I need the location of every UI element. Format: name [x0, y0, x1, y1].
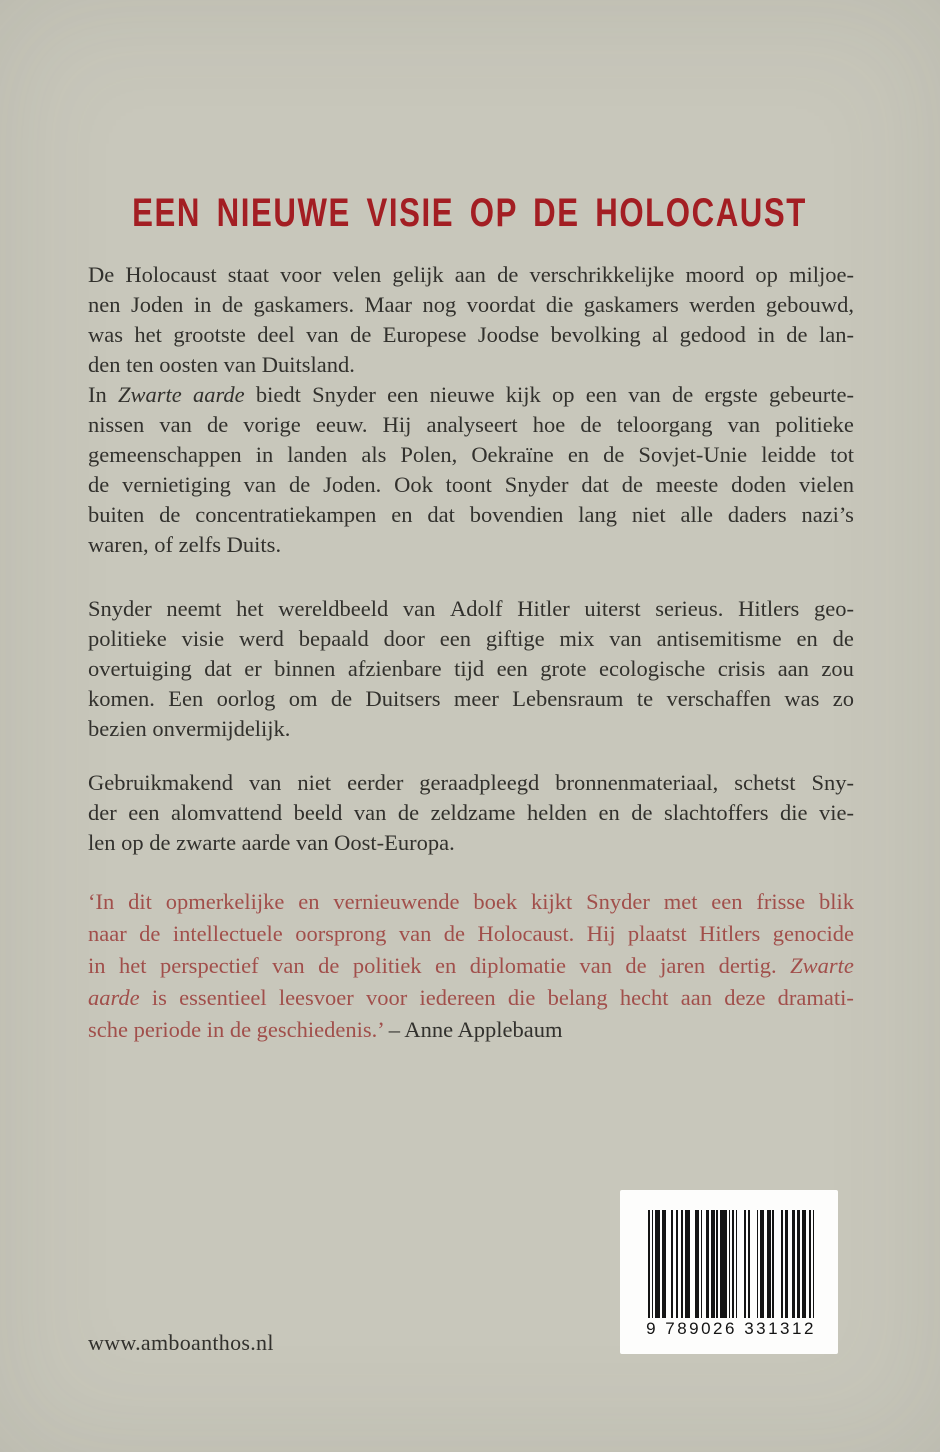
title-wrap — [0, 192, 940, 234]
text-line: sche periode in de geschiedenis.’ – Anne Applebaum — [88, 1017, 563, 1042]
text-line: overtuiging dat er binnen afzienbare tijd een grote ecologische crisis aan zou — [88, 656, 854, 681]
text-line: waren, of zelfs Duits. — [88, 532, 282, 557]
text-line: in het perspectief van de politiek en diplomatie van de jaren dertig. Zwarte — [88, 953, 854, 978]
page-title: EEN NIEUWE VISIE OP DE HOLOCAUST — [132, 191, 808, 235]
barcode-box — [620, 1190, 838, 1354]
text-line: De Holocaust staat voor velen gelijk aan de verschrikkelijke moord op miljoe- — [88, 262, 854, 287]
barcode-icon — [648, 1210, 814, 1326]
text-line: In Zwarte aarde biedt Snyder een nieuwe kijk op een van de ergste gebeurte- — [88, 382, 854, 407]
paragraph-block — [88, 768, 854, 858]
text-line: gemeenschappen in landen als Polen, Oekraïne en de Sovjet-Unie leidde tot — [88, 442, 854, 467]
text-line: ‘In dit opmerkelijke en vernieuwende boek kijkt Snyder met een frisse blik — [88, 889, 854, 914]
text-line: den ten oosten van Duitsland. — [88, 352, 355, 377]
text-line: de vernietiging van de Joden. Ook toont Snyder dat de meeste doden vielen — [88, 472, 854, 497]
text-line: nissen van de vorige eeuw. Hij analyseert hoe de teloorgang van politieke — [88, 412, 854, 437]
text-line: nen Joden in de gaskamers. Maar nog voordat die gaskamers werden gebouwd, — [88, 292, 854, 317]
text-column — [88, 260, 854, 1046]
paragraph-block — [88, 260, 854, 560]
text-line: bezien onvermijdelijk. — [88, 716, 291, 741]
publisher-website: www.amboanthos.nl — [88, 1330, 274, 1355]
text-line: Gebruikmakend van niet eerder geraadpleegd bronnenmateriaal, schetst Sny- — [88, 770, 854, 795]
text-line: politieke visie werd bepaald door een giftige mix van antisemitisme en de — [88, 626, 854, 651]
paragraph-block — [88, 594, 854, 744]
text-line: was het grootste deel van de Europese Joodse bevolking al gedood in de lan- — [88, 322, 854, 347]
text-line: Snyder neemt het wereldbeeld van Adolf Hitler uiterst serieus. Hitlers geo- — [88, 596, 854, 621]
text-line: komen. Een oorlog om de Duitsers meer Lebensraum te verschaffen was zo — [88, 686, 854, 711]
text-line: aarde is essentieel leesvoer voor iedereen die belang hecht aan deze dramati- — [88, 985, 854, 1010]
text-line: naar de intellectuele oorsprong van de Holocaust. Hij plaatst Hitlers genocide — [88, 921, 854, 946]
review-quote — [88, 886, 854, 1046]
text-line: der een alomvattend beeld van de zeldzame helden en de slachtoffers die vie- — [88, 800, 854, 825]
isbn-number: 9 789026 331312 — [632, 1318, 830, 1339]
text-line: buiten de concentratiekampen en dat bovendien lang niet alle daders nazi’s — [88, 502, 854, 527]
text-line: len op de zwarte aarde van Oost-Europa. — [88, 830, 455, 855]
